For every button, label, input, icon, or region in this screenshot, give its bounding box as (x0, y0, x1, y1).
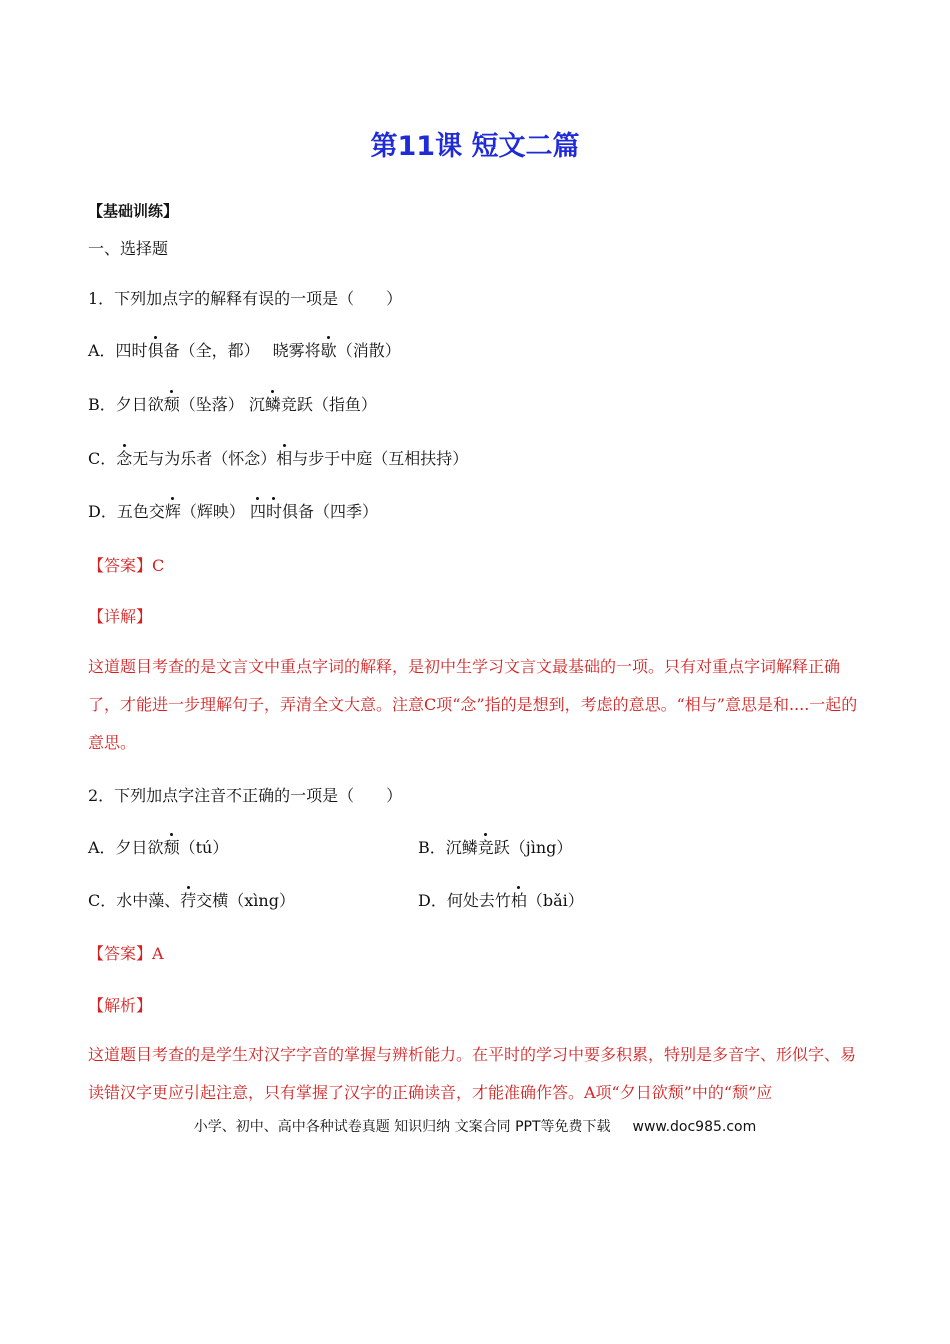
q1-explain-label: 【详解】 (88, 607, 153, 626)
footer-url[interactable]: www.doc985.com (632, 1119, 757, 1135)
q1-option-b (88, 394, 377, 416)
dotted-char: 念 (116, 449, 133, 468)
dotted-char: 颓 (163, 395, 180, 414)
dotted-char: 辉 (164, 502, 181, 521)
q2-option-c (88, 890, 295, 912)
option-text: 俱备（四季） (281, 502, 378, 521)
q2-explanation: 这道题目考查的是学生对汉字字音的掌握与辨析能力。在平时的学习中要多积累，特别是多音字、形似字、易读错汉字更应引起注意，只有掌握了汉字的正确读音，才能准确作答。A项“夕日欲颓”中的“颓”应 (88, 1045, 857, 1102)
footer-text: 小学、初中、高中各种试卷真题 知识归纳 文案合同 PPT等免费下载 (193, 1119, 611, 1135)
option-text: 无与为乐者（怀念） (132, 449, 277, 468)
q1-stem: 1．下列加点字的解释有误的一项是（ ） (88, 289, 403, 308)
dotted-char: 歇 (320, 341, 337, 360)
dotted-char: 颓 (163, 838, 180, 857)
option-text: （tú） (179, 838, 229, 857)
option-text: A．夕日欲 (88, 838, 164, 857)
option-text: 与步于中庭（互相扶持） (292, 449, 469, 468)
option-text: A．四时 (88, 341, 148, 360)
option-text: （辉映） (180, 502, 250, 521)
option-text: （bǎi） (526, 891, 584, 910)
option-text: 跃（jìng） (493, 838, 573, 857)
option-text: D．何处去竹 (418, 891, 511, 910)
option-text: 交横（xìng） (196, 891, 295, 910)
section-label: 【基础训练】 (88, 202, 179, 220)
q1-option-a (88, 340, 401, 362)
q2-option-b (418, 837, 572, 859)
q2-explain-label: 【解析】 (88, 996, 153, 1015)
dotted-char: 四 (249, 502, 266, 521)
q2-answer: 【答案】A (88, 944, 164, 963)
option-text: （坠落） 沉 (179, 395, 265, 414)
option-text: B．沉鳞 (418, 838, 478, 857)
option-text: （消散） (336, 341, 401, 360)
dotted-char: 竞 (477, 838, 494, 857)
dotted-char: 相 (276, 449, 293, 468)
option-text: C．水中藻、 (88, 891, 181, 910)
q2-option-d (418, 890, 584, 912)
dotted-char: 俱 (147, 341, 164, 360)
dotted-char: 荇 (180, 891, 197, 910)
q2-stem: 2．下列加点字注音不正确的一项是（ ） (88, 786, 403, 805)
section-type: 一、选择题 (88, 239, 169, 258)
page-title: 第11课 短文二篇 (370, 131, 580, 162)
q1-explanation: 这道题目考查的是文言文中重点字词的解释，是初中生学习文言文最基础的一项。只有对重点字词解释正确了，才能进一步理解句子，弄清全文大意。注意C项“念”指的是想到，考虑的意思。“相与”意思是和....一起的意思。 (88, 657, 858, 752)
q1-option-c (88, 448, 468, 470)
dotted-char: 时 (265, 502, 282, 521)
page-footer (0, 1116, 950, 1136)
option-text: C． (88, 449, 117, 468)
q1-option-d (88, 501, 378, 523)
q2-option-a (88, 837, 228, 859)
option-text: 备（全，都） 晓雾将 (163, 341, 321, 360)
dotted-char: 鳞 (264, 395, 281, 414)
dotted-char: 柏 (510, 891, 527, 910)
option-text: D．五色交 (88, 502, 165, 521)
option-text: 竞跃（指鱼） (280, 395, 377, 414)
q1-answer: 【答案】C (88, 556, 165, 575)
option-text: B．夕日欲 (88, 395, 164, 414)
